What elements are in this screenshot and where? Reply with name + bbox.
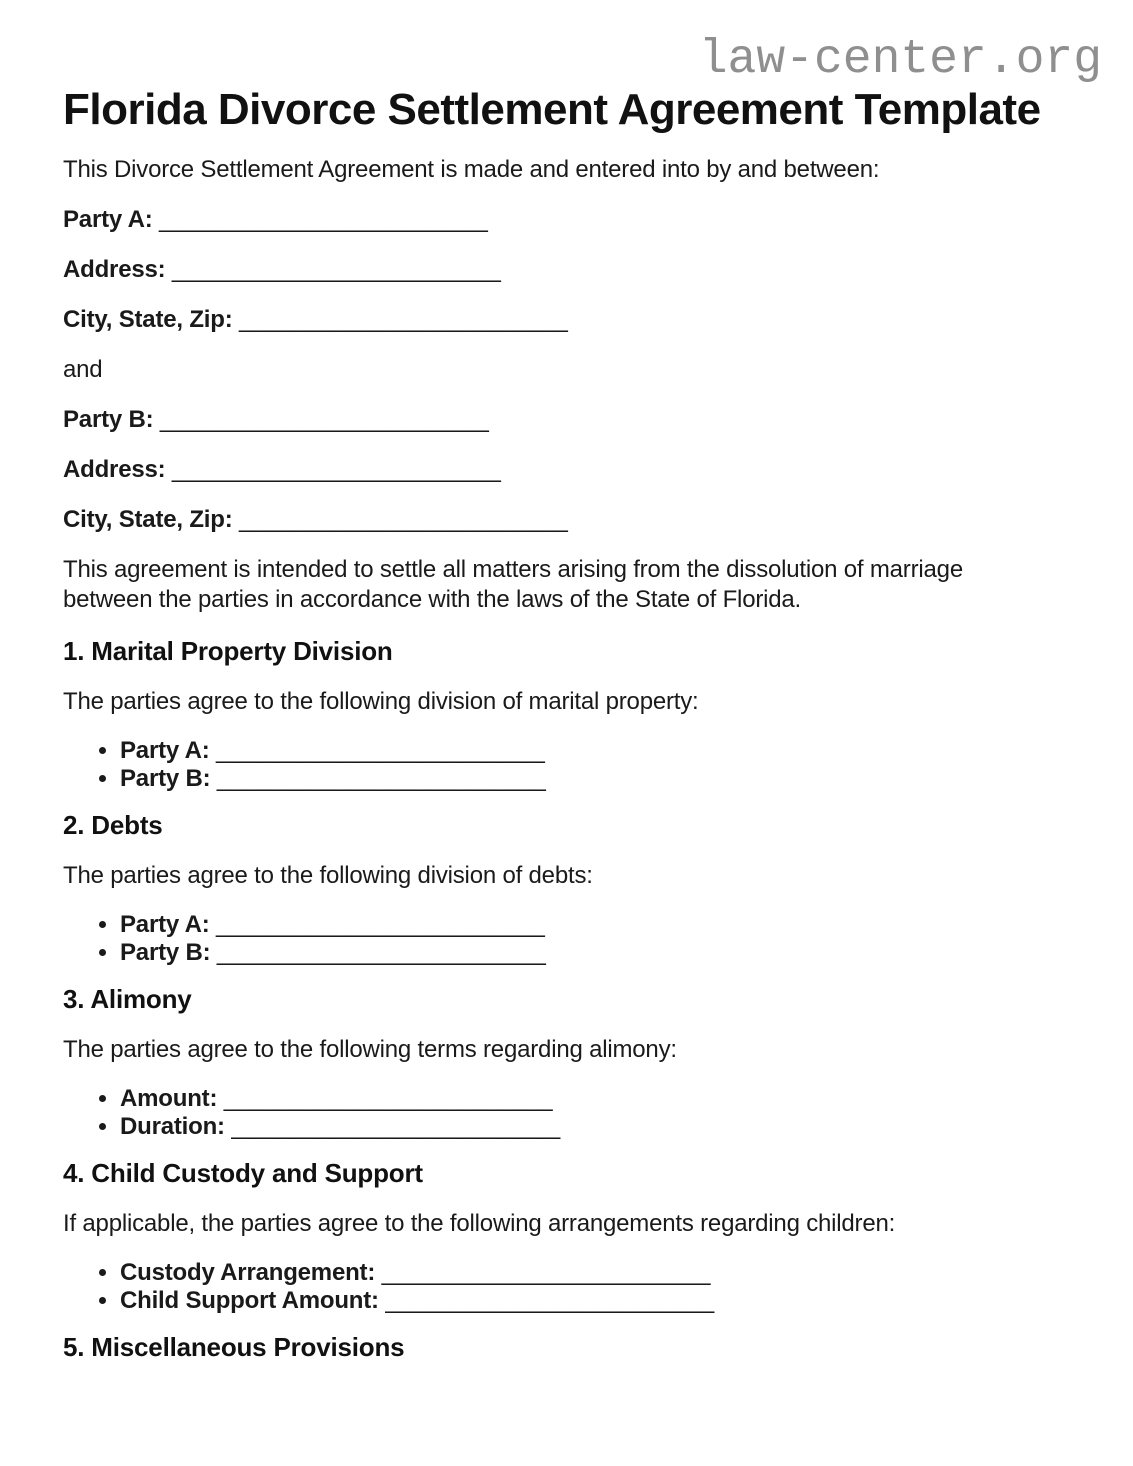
section-heading-miscellaneous: 5. Miscellaneous Provisions [63,1332,405,1362]
field-blank: _________________________ [238,306,568,333]
item-label: Party A: [120,911,210,938]
list-item [120,939,1070,967]
list-item [120,1085,1070,1113]
purpose-line-2: between the parties in accordance with the laws of the State of Florida. [63,586,802,613]
purpose-paragraph [63,555,1070,615]
field-blank: _________________________ [171,456,501,483]
item-label: Party A: [120,737,210,764]
section-heading-marital-property: 1. Marital Property Division [63,636,393,666]
list-item [120,1287,1070,1315]
field-label: Address: [63,256,166,283]
bullet-list-child-custody [63,1259,1070,1315]
section-heading-child-custody: 4. Child Custody and Support [63,1158,423,1188]
section-heading-debts: 2. Debts [63,810,163,840]
section-heading-alimony: 3. Alimony [63,984,192,1014]
list-item [120,911,1070,939]
field-label: Address: [63,456,166,483]
bullet-list-debts [63,911,1070,967]
and-text: and [63,356,103,383]
item-label: Amount: [120,1085,218,1112]
field-row-city-b [63,505,1070,535]
item-blank: _________________________ [381,1259,711,1286]
field-blank: _________________________ [171,256,501,283]
field-row-address-b [63,455,1070,485]
field-label: Party A: [63,206,153,233]
page-title: Florida Divorce Settlement Agreement Template [63,85,1041,134]
item-label: Party B: [120,939,211,966]
field-label: City, State, Zip: [63,506,233,533]
site-watermark: law-center.org [698,33,1102,87]
section-lead-debts: The parties agree to the following division of debts: [63,862,593,889]
field-blank: _________________________ [238,506,568,533]
list-item [120,765,1070,793]
field-row-address-a [63,255,1070,285]
item-blank: _________________________ [385,1287,715,1314]
item-label: Child Support Amount: [120,1287,379,1314]
field-row-party-b [63,405,1070,435]
item-blank: _________________________ [216,939,546,966]
field-label: Party B: [63,406,154,433]
item-blank: _________________________ [231,1113,561,1140]
item-label: Duration: [120,1113,225,1140]
list-item [120,737,1070,765]
item-label: Party B: [120,765,211,792]
field-blank: _________________________ [159,206,488,233]
item-blank: _________________________ [216,737,545,764]
section-lead-child-custody: If applicable, the parties agree to the following arrangements regarding children: [63,1210,896,1237]
purpose-line-1: This agreement is intended to settle all matters arising from the dissolution of marriage [63,556,963,583]
field-row-city-a [63,305,1070,335]
field-row-party-a [63,205,1070,235]
bullet-list-alimony [63,1085,1070,1141]
item-blank: _________________________ [223,1085,553,1112]
field-label: City, State, Zip: [63,306,233,333]
field-blank: _________________________ [159,406,489,433]
list-item [120,1259,1070,1287]
intro-paragraph: This Divorce Settlement Agreement is made and entered into by and between: [63,156,880,183]
item-blank: _________________________ [216,911,545,938]
list-item [120,1113,1070,1141]
bullet-list-marital-property [63,737,1070,793]
section-lead-alimony: The parties agree to the following terms regarding alimony: [63,1036,677,1063]
section-lead-marital-property: The parties agree to the following division of marital property: [63,688,699,715]
item-label: Custody Arrangement: [120,1259,376,1286]
item-blank: _________________________ [216,765,546,792]
